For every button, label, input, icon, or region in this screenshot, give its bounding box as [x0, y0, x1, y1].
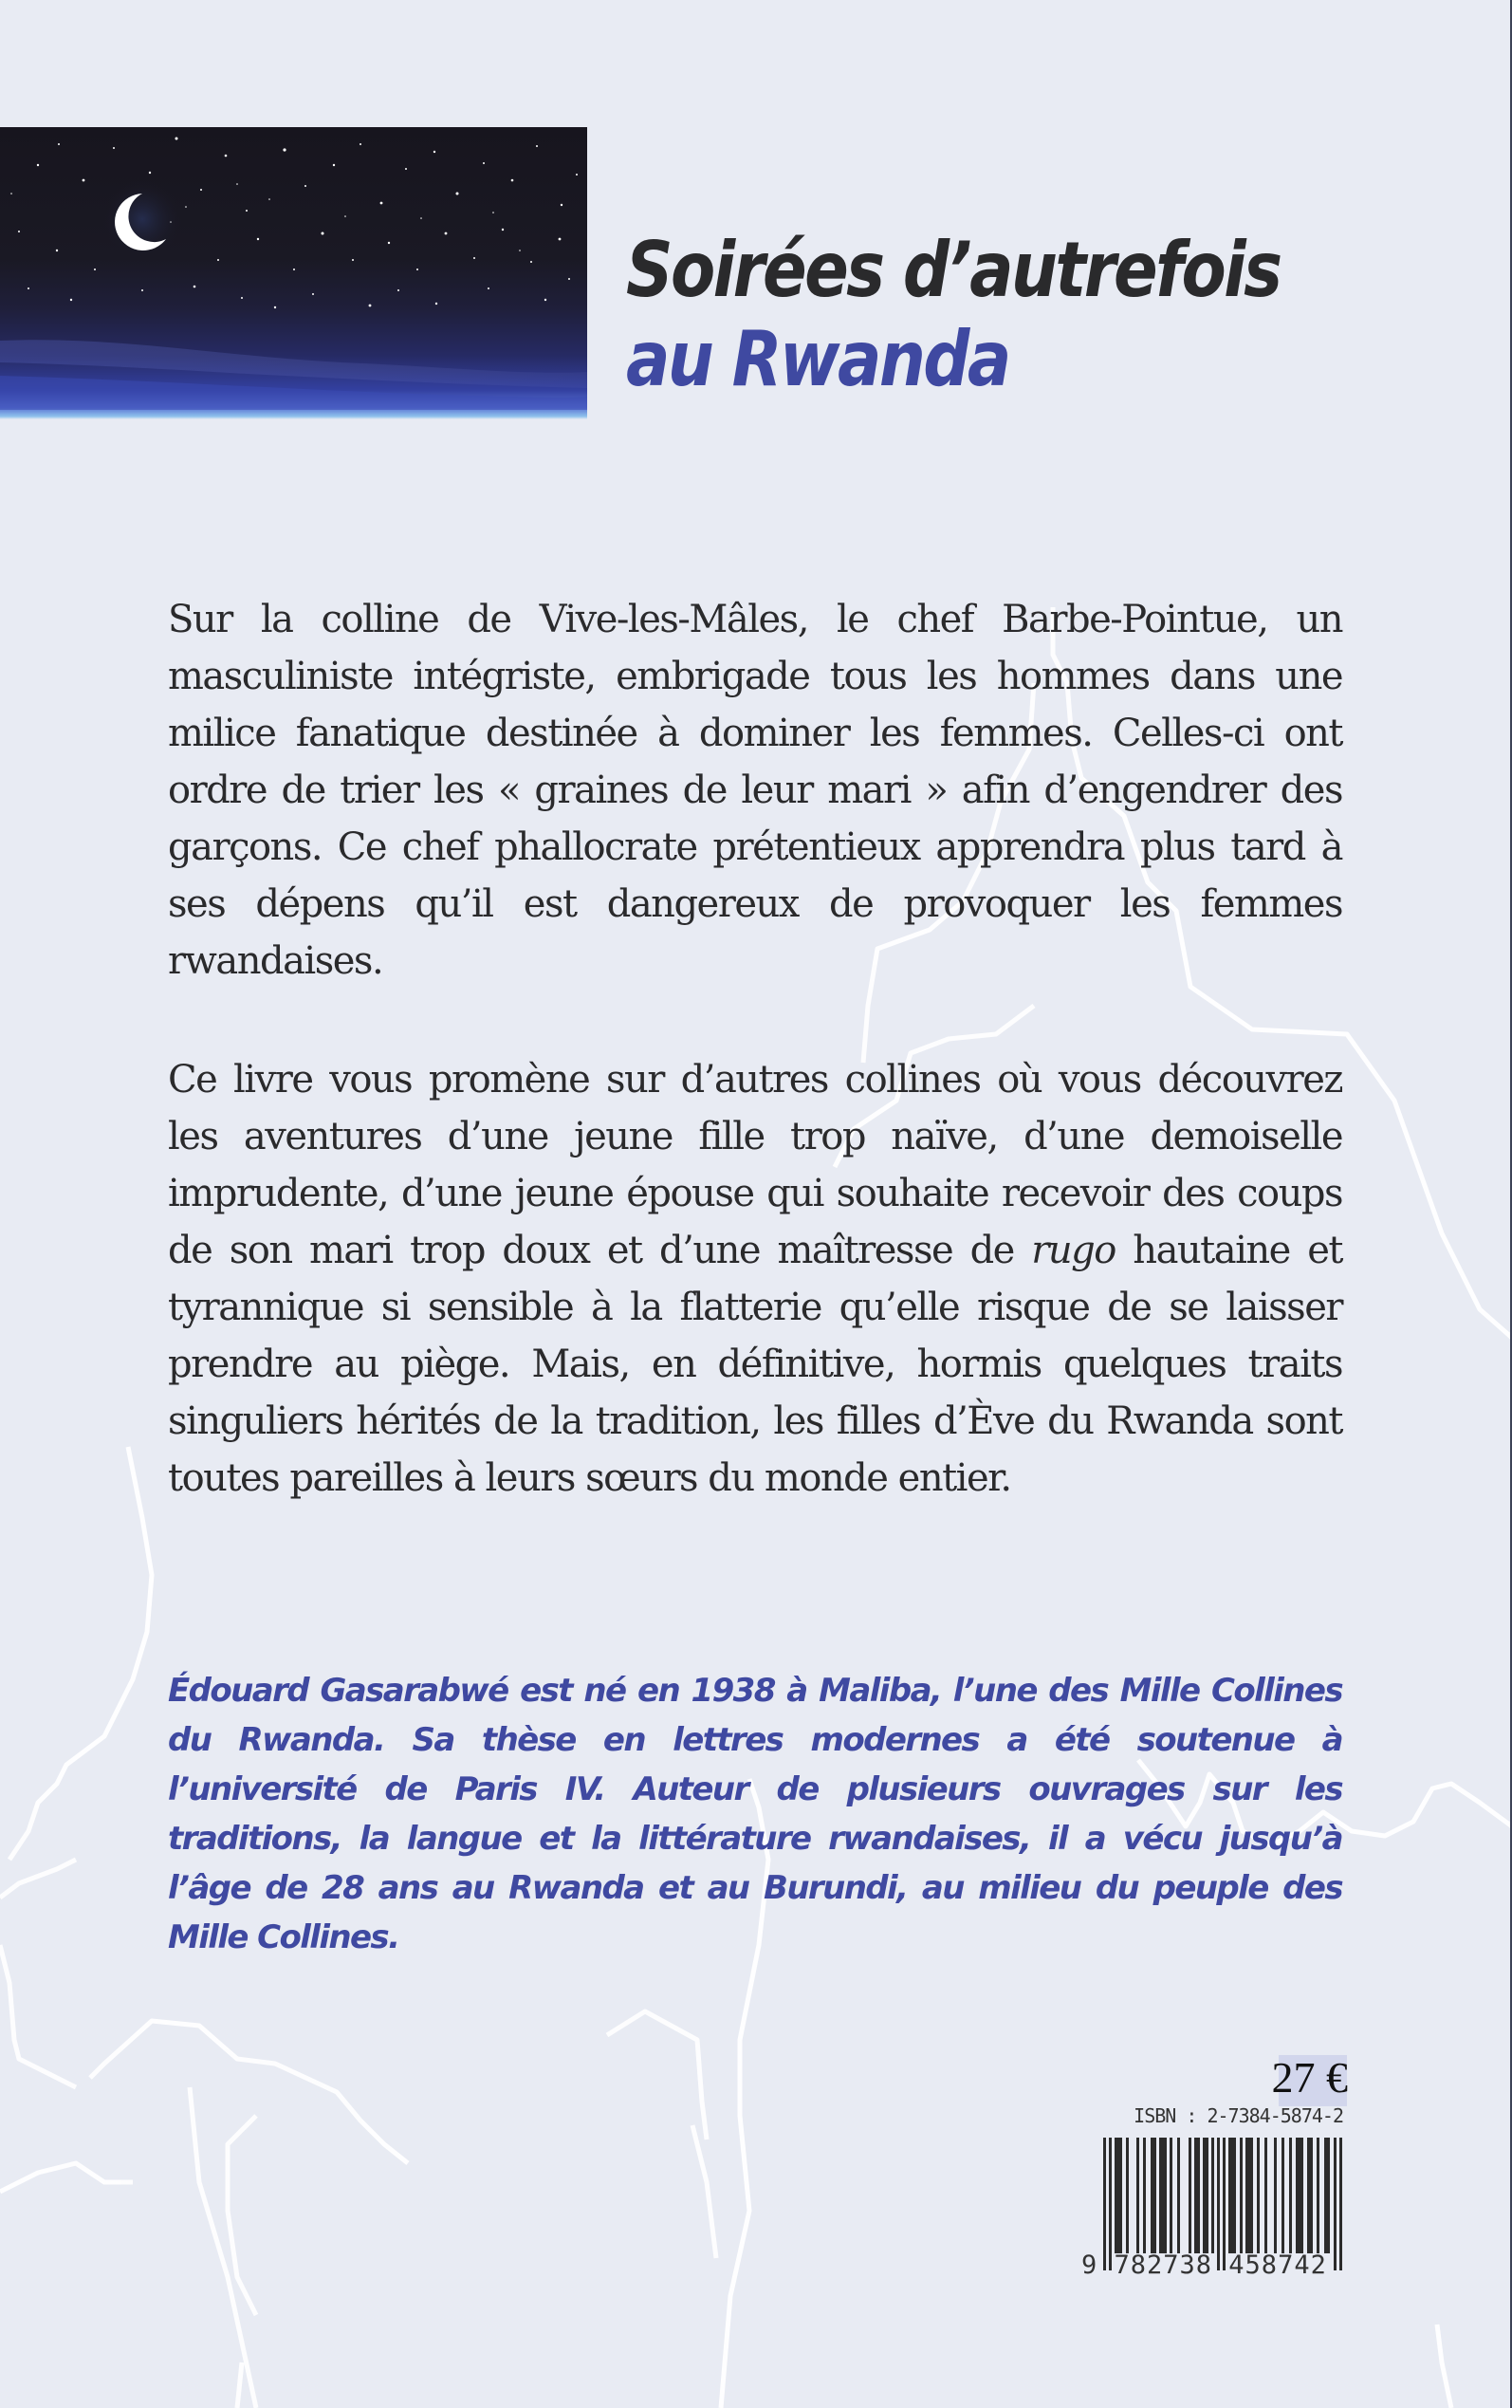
title-line-2: au Rwanda — [626, 315, 1009, 403]
price-label: 27 € — [1271, 2053, 1348, 2102]
isbn-label: ISBN : 2-7384-5874-2 — [1134, 2104, 1343, 2127]
author-bio: Édouard Gasarabwé est né en 1938 à Maliba, l’une des Mille Collines du Rwanda. Sa thèse en lettres modernes a été soutenue à l’université de Paris IV. Auteur de plusieurs ouvrages sur les traditions, la langue et la littérature rwandaises, il a vécu jusqu’à l’âge de 28 ans au Rwanda et au Burundi, au milieu du peuple des Mille Collines. — [168, 1672, 1342, 1956]
summary-paragraph-2-part-2: hautaine et tyrannique si sensible à la flatterie qu’elle risque de se laisser prendre au piège. Mais, en définitive, hormis quelques traits singuliers hérités de la tradition, les filles d’Ève du Rwanda sont toutes pareilles à leurs sœurs du monde entier. — [168, 1229, 1342, 1500]
title-line-1: Soirées d’autrefois — [626, 226, 1281, 314]
summary-paragraph-2-part-1: Ce livre vous promène sur d’autres collines où vous découvrez les aventures d’une jeune fille trop naïve, d’une demoiselle imprudente, d’une jeune épouse qui souhaite recevoir des coups de son mari trop doux et d’une maîtresse de — [168, 1058, 1342, 1272]
rugo-italic-term: rugo — [1031, 1229, 1116, 1272]
book-title — [626, 226, 1281, 404]
summary-paragraph-1: Sur la colline de Vive-les-Mâles, le chef Barbe-Pointue, un masculiniste intégriste, embrigade tous les hommes dans une milice fanatique destinée à dominer les femmes. Celles-ci ont ordre de trier les « graines de leur mari » afin d’engendrer des garçons. Ce chef phallocrate prétentieux apprendra plus tard à ses dépens qu’il est dangereux de provoquer les femmes rwandaises. — [168, 598, 1342, 983]
summary-paragraph-2 — [168, 1051, 1342, 1507]
ean-number: 9 782738 458742 — [1081, 2251, 1327, 2280]
stars-and-moon-illustration — [0, 127, 587, 419]
night-sky-image — [0, 127, 587, 419]
